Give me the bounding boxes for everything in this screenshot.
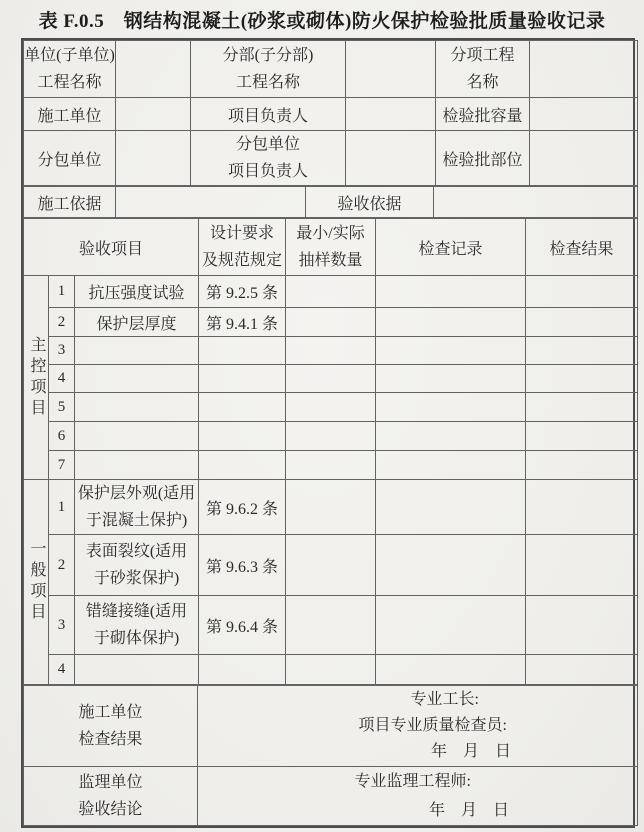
item-sampling: [286, 655, 376, 685]
item-result: [526, 365, 638, 393]
item-result: [526, 480, 638, 535]
item-result: [526, 337, 638, 365]
item-code: 第 9.4.1 条: [199, 308, 286, 337]
item-record: [376, 480, 526, 535]
label-line: 施工单位: [78, 704, 143, 721]
item-name: [75, 655, 199, 685]
item-name: 抗压强度试验: [75, 276, 199, 308]
item-sampling: [286, 596, 376, 655]
label-line: 验收结论: [78, 801, 143, 818]
subcontractor-pm-label: [191, 131, 346, 186]
acceptance-items-header: 验收项目: [24, 219, 199, 276]
label-line: 项目负责人: [227, 163, 308, 180]
info-row-project-names: [24, 41, 638, 98]
item-line: 于混凝土保护): [85, 512, 188, 529]
batch-location-label: 检验批部位: [436, 131, 530, 186]
item-line: 于砌体保护): [93, 630, 180, 647]
construction-check-row: [24, 686, 638, 767]
item-code: [199, 422, 286, 451]
header-line: 抽样数量: [298, 252, 363, 269]
label-line: 检查结果: [78, 731, 143, 748]
items-header-row: [24, 219, 638, 276]
item-code: [199, 393, 286, 422]
contractor-value: [116, 98, 191, 131]
item-record: [376, 535, 526, 596]
info-row-basis: [24, 187, 638, 218]
main-item-row: [24, 276, 638, 308]
item-record: [376, 393, 526, 422]
row-number: 4: [49, 365, 75, 393]
label-line: 单位(子单位): [24, 47, 115, 64]
item-sampling: [286, 276, 376, 308]
item-code: 第 9.6.3 条: [199, 535, 286, 596]
item-record: [376, 308, 526, 337]
project-manager-value: [346, 98, 436, 131]
item-code: [199, 337, 286, 365]
item-name: 保护层厚度: [75, 308, 199, 337]
subcontractor-label: 分包单位: [24, 131, 116, 186]
construction-date-line: 年 月 日: [430, 743, 511, 760]
subcontractor-pm-value: [346, 131, 436, 186]
item-code: 第 9.6.4 条: [199, 596, 286, 655]
main-item-row: [24, 308, 638, 337]
main-item-row: [24, 337, 638, 365]
label-line: 分包单位: [235, 136, 300, 153]
item-line: 保护层外观(适用: [77, 485, 196, 502]
construction-basis-value: [116, 187, 306, 218]
item-sampling: [286, 337, 376, 365]
info-row-subcontractor: [24, 131, 638, 186]
acceptance-basis-label: 验收依据: [306, 187, 434, 218]
row-number: 3: [49, 337, 75, 365]
header-line: 及规范规定: [201, 252, 282, 269]
main-item-row: [24, 365, 638, 393]
item-record: [376, 422, 526, 451]
label-line: 分项工程: [450, 47, 515, 64]
general-item-row: [24, 480, 638, 535]
construction-basis-label: 施工依据: [24, 187, 116, 218]
item-name: [75, 480, 199, 535]
row-number: 5: [49, 393, 75, 422]
foreman-signature-line: 专业工长:: [410, 691, 479, 708]
batch-location-value: [530, 131, 638, 186]
signature-table: [23, 685, 638, 826]
item-line: 错缝接缝(适用: [85, 603, 188, 620]
info-row-contractor: [24, 98, 638, 131]
supervision-conclusion-content: [198, 767, 638, 826]
row-number: 2: [49, 308, 75, 337]
item-sampling: [286, 393, 376, 422]
item-result: [526, 393, 638, 422]
main-item-row: [24, 451, 638, 480]
item-result: [526, 308, 638, 337]
main-item-row: [24, 422, 638, 451]
item-name: [75, 422, 199, 451]
label-line: 监理单位: [78, 774, 143, 791]
supervision-date-line: 年 月 日: [428, 802, 509, 819]
item-sampling: [286, 451, 376, 480]
row-number: 2: [49, 535, 75, 596]
item-result: [526, 655, 638, 685]
contractor-label: 施工单位: [24, 98, 116, 131]
form-title: 表 F.0.5 钢结构混凝土(砂浆或砌体)防火保护检验批质量验收记录: [38, 11, 606, 32]
construction-check-label: [24, 686, 198, 767]
header-line: 设计要求: [209, 225, 274, 242]
item-code: [199, 365, 286, 393]
subitem-project-name-label: [436, 41, 530, 98]
batch-capacity-value: [530, 98, 638, 131]
item-name: [75, 337, 199, 365]
item-record: [376, 365, 526, 393]
item-result: [526, 276, 638, 308]
row-number: 1: [49, 276, 75, 308]
supervision-conclusion-row: [24, 767, 638, 826]
header-line: 最小/实际: [296, 225, 365, 242]
item-name: [75, 393, 199, 422]
item-record: [376, 276, 526, 308]
basis-table: [23, 186, 638, 218]
row-number: 7: [49, 451, 75, 480]
unit-project-name-label: [24, 41, 116, 98]
quality-inspector-signature-line: 项目专业质量检查员:: [358, 717, 507, 734]
item-sampling: [286, 365, 376, 393]
division-project-name-label: [191, 41, 346, 98]
row-number: 4: [49, 655, 75, 685]
check-record-header: 检查记录: [376, 219, 526, 276]
label-line: 名称: [466, 74, 499, 91]
item-result: [526, 596, 638, 655]
item-sampling: [286, 535, 376, 596]
subcontractor-value: [116, 131, 191, 186]
main-control-group-label: [24, 276, 49, 480]
item-record: [376, 596, 526, 655]
item-name: [75, 365, 199, 393]
division-project-name-value: [346, 41, 436, 98]
supervising-engineer-signature-line: 专业监理工程师:: [354, 773, 471, 790]
general-item-row: [24, 535, 638, 596]
item-code: [199, 451, 286, 480]
vertical-label: 一般项目: [28, 540, 45, 624]
item-result: [526, 422, 638, 451]
label-line: 工程名称: [37, 74, 102, 91]
vertical-label: 主控项目: [28, 335, 45, 420]
acceptance-basis-value: [434, 187, 638, 218]
item-line: 表面裂纹(适用: [85, 543, 188, 560]
label-line: 工程名称: [235, 74, 300, 91]
project-manager-label: 项目负责人: [191, 98, 346, 131]
row-number: 6: [49, 422, 75, 451]
item-name: [75, 535, 199, 596]
item-sampling: [286, 422, 376, 451]
item-code: [199, 655, 286, 685]
item-sampling: [286, 308, 376, 337]
item-record: [376, 337, 526, 365]
item-code: 第 9.2.5 条: [199, 276, 286, 308]
check-result-header: 检查结果: [526, 219, 638, 276]
item-code: 第 9.6.2 条: [199, 480, 286, 535]
item-result: [526, 535, 638, 596]
item-result: [526, 451, 638, 480]
item-line: 于砂浆保护): [93, 570, 180, 587]
item-sampling: [286, 480, 376, 535]
unit-project-name-value: [116, 41, 191, 98]
general-group-label: [24, 480, 49, 685]
acceptance-record-form: [21, 38, 635, 828]
subitem-project-name-value: [530, 41, 638, 98]
general-item-row: [24, 655, 638, 685]
item-record: [376, 451, 526, 480]
main-item-row: [24, 393, 638, 422]
sampling-quantity-header: [286, 219, 376, 276]
batch-capacity-label: 检验批容量: [436, 98, 530, 131]
item-name: [75, 451, 199, 480]
construction-check-content: [198, 686, 638, 767]
item-record: [376, 655, 526, 685]
design-requirement-header: [199, 219, 286, 276]
row-number: 1: [49, 480, 75, 535]
general-item-row: [24, 596, 638, 655]
supervision-conclusion-label: [24, 767, 198, 826]
item-name: [75, 596, 199, 655]
inspection-items-table: [23, 218, 638, 685]
project-info-table: [23, 40, 638, 186]
label-line: 分部(子分部): [222, 47, 314, 64]
row-number: 3: [49, 596, 75, 655]
